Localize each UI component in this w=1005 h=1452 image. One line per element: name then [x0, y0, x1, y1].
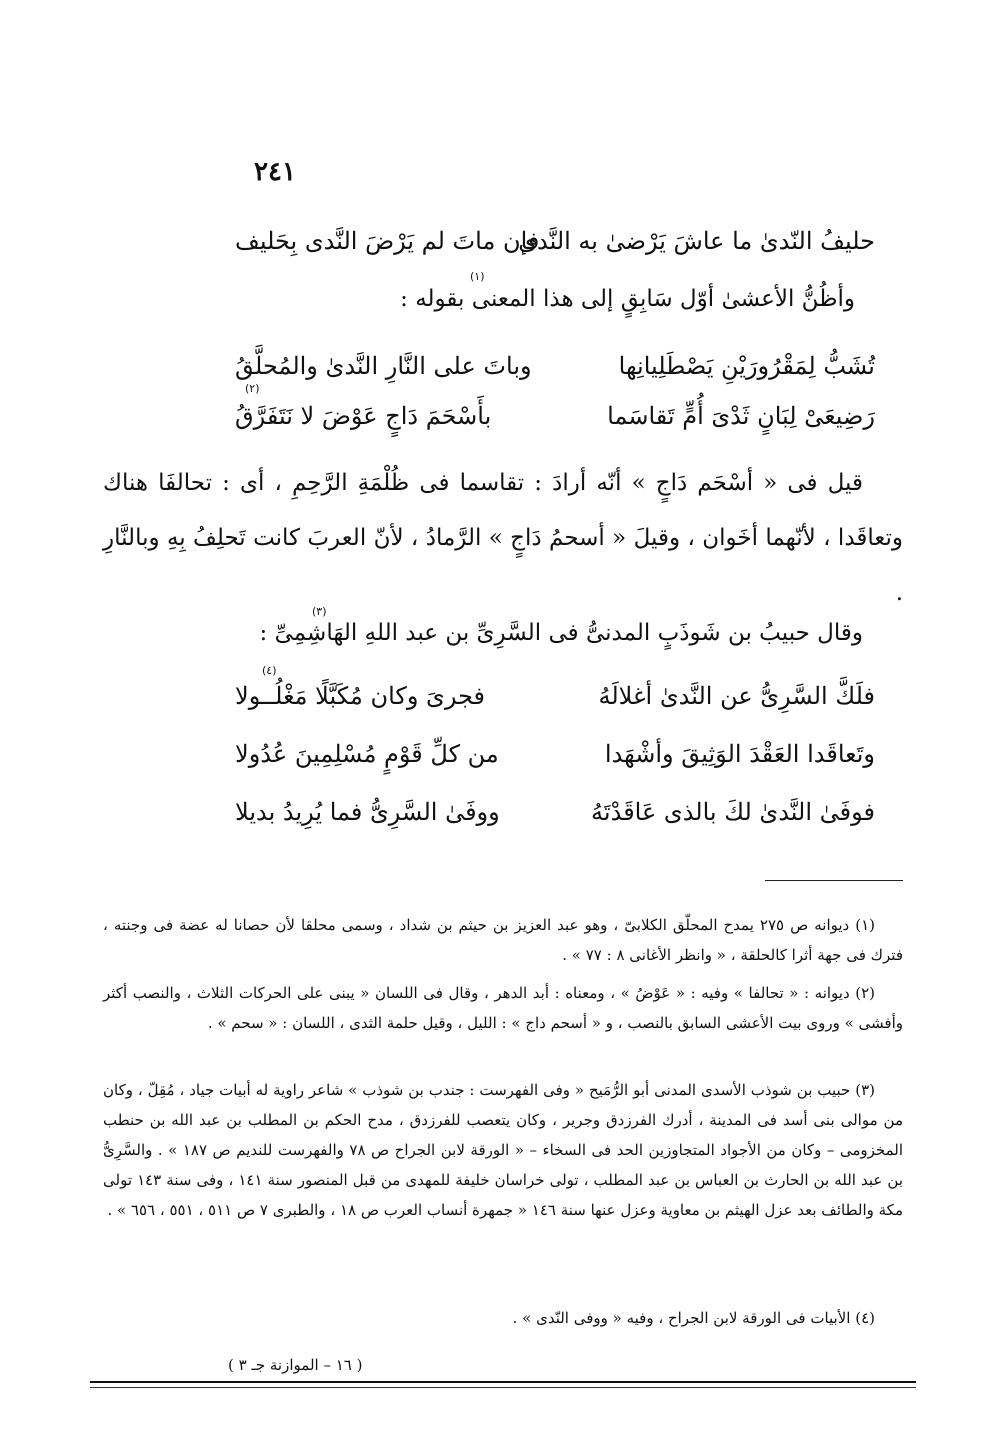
bottom-rule	[90, 1381, 916, 1383]
signature-mark: ( ١٦ – الموازنة جـ ٣ )	[228, 1356, 363, 1374]
intro-aasha: وأظُنُّ الأعشىٰ أوّل سَابِقٍ إلى هذا المعنى بقوله :	[400, 286, 855, 312]
verse-4-second-hemistich: فجرىَ وكان مُكَبَّلًا مَغْلُــولا	[235, 682, 486, 710]
verse-3	[235, 402, 875, 442]
verse-6	[235, 798, 875, 838]
footnote-2: (٢) ديوانه : « تحالفا » وفيه : « عَوْضُ » ، ومعناه : أبد الدهر ، وقال فى اللسان « يبنى على الحركات الثلاث ، والنصب أكثر وأفشى » وروى بيت الأعشى السابق بالنصب ، و « أسحم داج » : الليل ، وقيل حلمة الثدى ، اللسان : « سحم » .	[103, 984, 903, 1032]
commentary-paragraph: قيل فى « أسْحَم دَاجٍ » أنّه أرادَ : تقاسما فى ظُلْمَةِ الرَّحِمِ ، أى : تحالفَا هناك وتعاقَدا ، لأنّهما أخَوان ، وقيلَ « أسحمُ دَاجٍ » الرَّمادُ ، لأنّ العربَ كانت تَحلِفُ بِهِ وبالنَّارِ .	[103, 470, 903, 606]
footnote-marker-4: (٤)	[262, 664, 277, 677]
verse-1-second-hemistich: فإن ماتَ لم يَرْضَ النَّدى بِحَليف	[235, 227, 540, 255]
verse-3-second-hemistich: بأَسْحَمَ دَاجٍ عَوْضَ لا نَتَفَرَّقُ	[235, 402, 492, 430]
footnote-1: (١) ديوانه ص ٢٧٥ يمدح المحلّق الكلابىّ ، وهو عبد العزيز بن حيثم بن شداد ، وسمى محلقا لأن حصانا له عضة فى وجنته ، فترك فى جهة أثرا كالحلقة ، « وانظر الأغانى ٨ : ٧٧ » .	[103, 916, 903, 964]
verse-6-second-hemistich: ووفَىٰ السَّرِىُّ فما يُرِيدُ بديلا	[235, 798, 500, 826]
verse-4	[235, 682, 875, 722]
page-number: ٢٤١	[254, 157, 296, 187]
footnote-marker-1: (١)	[470, 270, 485, 283]
verse-5	[235, 740, 875, 780]
footnote-marker-2: (٢)	[245, 382, 260, 395]
intro-habib: وقال حبيبُ بن شَوذَبٍ المدنىُّ فى السَّرِىِّ بن عبد اللهِ الهَاشِمِىِّ :	[259, 620, 863, 646]
verse-4-first-hemistich: فلَكَّ السَّرِىُّ عن النَّدىٰ أغلالَهُ	[598, 682, 875, 710]
footnote-separator	[765, 880, 903, 881]
verse-5-second-hemistich: من كلِّ قَوْمٍ مُسْلِمِينَ عُدُولا	[235, 740, 499, 768]
verse-5-first-hemistich: وتَعاقَدا العَقْدَ الوَثِيقَ وأشْهَدا	[604, 740, 875, 768]
verse-2	[235, 352, 875, 392]
verse-2-second-hemistich: وباتَ على النَّارِ النَّدىٰ والمُحلَّقُ	[235, 352, 532, 380]
verse-6-first-hemistich: فوفَىٰ النَّدىٰ لكَ بالذى عَاقَدْتَهُ	[591, 798, 875, 826]
verse-3-first-hemistich: رَضِيعَىْ لِبَانٍ ثَدْىَ أُمٍّ تَقاسَما	[607, 402, 875, 430]
verse-1	[235, 227, 875, 267]
bottom-rule-thin	[90, 1387, 916, 1388]
verse-1-first-hemistich: حليفُ النّدىٰ ما عاشَ يَرْضىٰ به النَّدىٰ	[518, 227, 875, 255]
footnote-3: (٣) حبيب بن شوذب الأسدى المدنى أبو الرُّمَيح « وفى الفهرست : جندب بن شوذب » شاعر راوية له أبيات جياد ، مُقِلّ ، وكان من موالى بنى أسد فى المدينة ، أدرك الفرزدق وجرير ، وكان يتعصب للفرزدق ، مدح الحكم بن المطلب بن عبد الله بن حنطب المخزومى – وكان من الأجواد المتجاوزين الحد فى السخاء – « الورقة لابن الجراح ص ٧٨ والفهرست للنديم ص ١٨٧ » . والسَّرِىُّ بن عبد الله بن الحارث بن العباس بن عبد المطلب ، تولى خراسان خليفة للمهدى من قبل المنصور سنة ١٤١ ، وفى سنة ١٤٣ تولى مكة والطائف بعد عزل الهيثم بن معاوية وعزل عنها سنة ١٤٦ « جمهرة أنساب العرب ص ١٨ ، والطبرى ٧ ص ٥١١ ، ٥٥١ ، ٦٥٦ » .	[103, 1081, 904, 1219]
footnote-4: (٤) الأبيات فى الورقة لابن الجراح ، وفيه « ووفى النّدى » .	[512, 1309, 875, 1327]
verse-2-first-hemistich: تُشَبُّ لِمَقْرُورَيْنِ يَصْطَلِيانِها	[618, 352, 875, 380]
footnote-marker-3: (٣)	[312, 605, 327, 618]
